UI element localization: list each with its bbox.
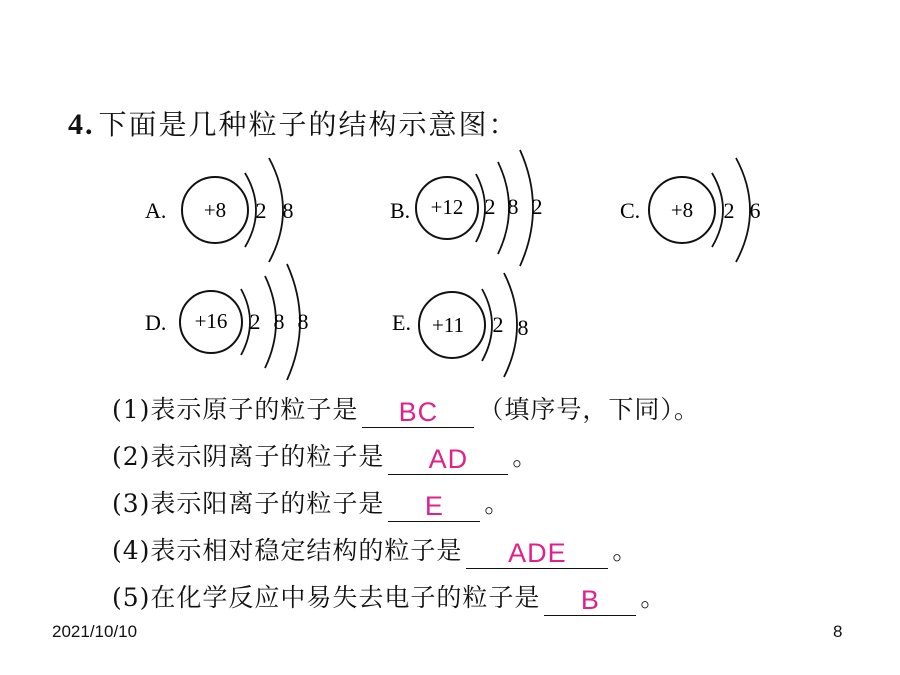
shell-electron-count: 2 xyxy=(492,312,504,337)
question-number: 4. xyxy=(68,108,95,141)
sub-question-prefix: (5)在化学反应中易失去电子的粒子是 xyxy=(112,583,541,612)
sub-question-suffix: 。 xyxy=(484,489,511,518)
particle-label: B. xyxy=(390,198,411,223)
shell-electron-count: 2 xyxy=(531,194,543,219)
nucleus-charge: +8 xyxy=(670,198,694,222)
sub-question-4 xyxy=(112,531,638,567)
sub-question-suffix: 。 xyxy=(512,442,539,471)
sub-question-prefix: (2)表示阴离子的粒子是 xyxy=(112,442,385,471)
answer-blank: AD xyxy=(388,444,508,475)
sub-question-prefix: (3)表示阳离子的粒子是 xyxy=(112,489,385,518)
nucleus-charge: +16 xyxy=(194,309,228,333)
answer-blank: ADE xyxy=(466,538,608,569)
nucleus-charge: +8 xyxy=(203,198,227,222)
particle-label: D. xyxy=(145,310,167,335)
sub-question-prefix: (4)表示相对稳定结构的粒子是 xyxy=(112,536,463,565)
particle-label: A. xyxy=(145,198,167,223)
sub-question-5 xyxy=(112,578,666,614)
page-number: 8 xyxy=(833,622,843,641)
particle-e-diagram xyxy=(392,265,542,385)
sub-question-prefix: (1)表示原子的粒子是 xyxy=(112,395,359,424)
particle-label: C. xyxy=(620,198,641,223)
shell-electron-count: 8 xyxy=(297,309,309,334)
particle-c-diagram xyxy=(620,150,780,270)
sub-question-2 xyxy=(112,437,538,473)
shell-electron-count: 2 xyxy=(255,198,267,223)
question-title xyxy=(68,103,519,143)
sub-question-3 xyxy=(112,484,510,520)
particle-b-diagram xyxy=(390,148,560,273)
question-text: 下面是几种粒子的结构示意图： xyxy=(98,108,519,141)
sub-question-suffix: 。 xyxy=(640,583,667,612)
nucleus-charge: +12 xyxy=(430,195,464,219)
shell-electron-count: 2 xyxy=(484,194,496,219)
answer-blank: BC xyxy=(362,397,474,428)
shell-electron-count: 6 xyxy=(749,198,761,223)
footer-date: 2021/10/10 xyxy=(52,622,138,641)
nucleus-charge: +11 xyxy=(431,313,465,337)
shell-electron-count: 8 xyxy=(282,198,294,223)
sub-question-1 xyxy=(112,390,700,426)
shell-electron-count: 8 xyxy=(273,309,285,334)
shell-electron-count: 8 xyxy=(507,194,519,219)
shell-electron-count: 2 xyxy=(723,198,735,223)
sub-question-suffix: 。 xyxy=(612,536,639,565)
answer-blank: E xyxy=(388,491,480,522)
shell-electron-count: 8 xyxy=(517,315,529,340)
particle-label: E. xyxy=(392,310,411,335)
sub-question-suffix: （填序号，下同）。 xyxy=(478,395,700,424)
answer-blank: B xyxy=(544,585,636,616)
particle-d-diagram xyxy=(145,262,320,387)
shell-electron-count: 2 xyxy=(249,309,261,334)
particle-a-diagram xyxy=(145,150,315,270)
